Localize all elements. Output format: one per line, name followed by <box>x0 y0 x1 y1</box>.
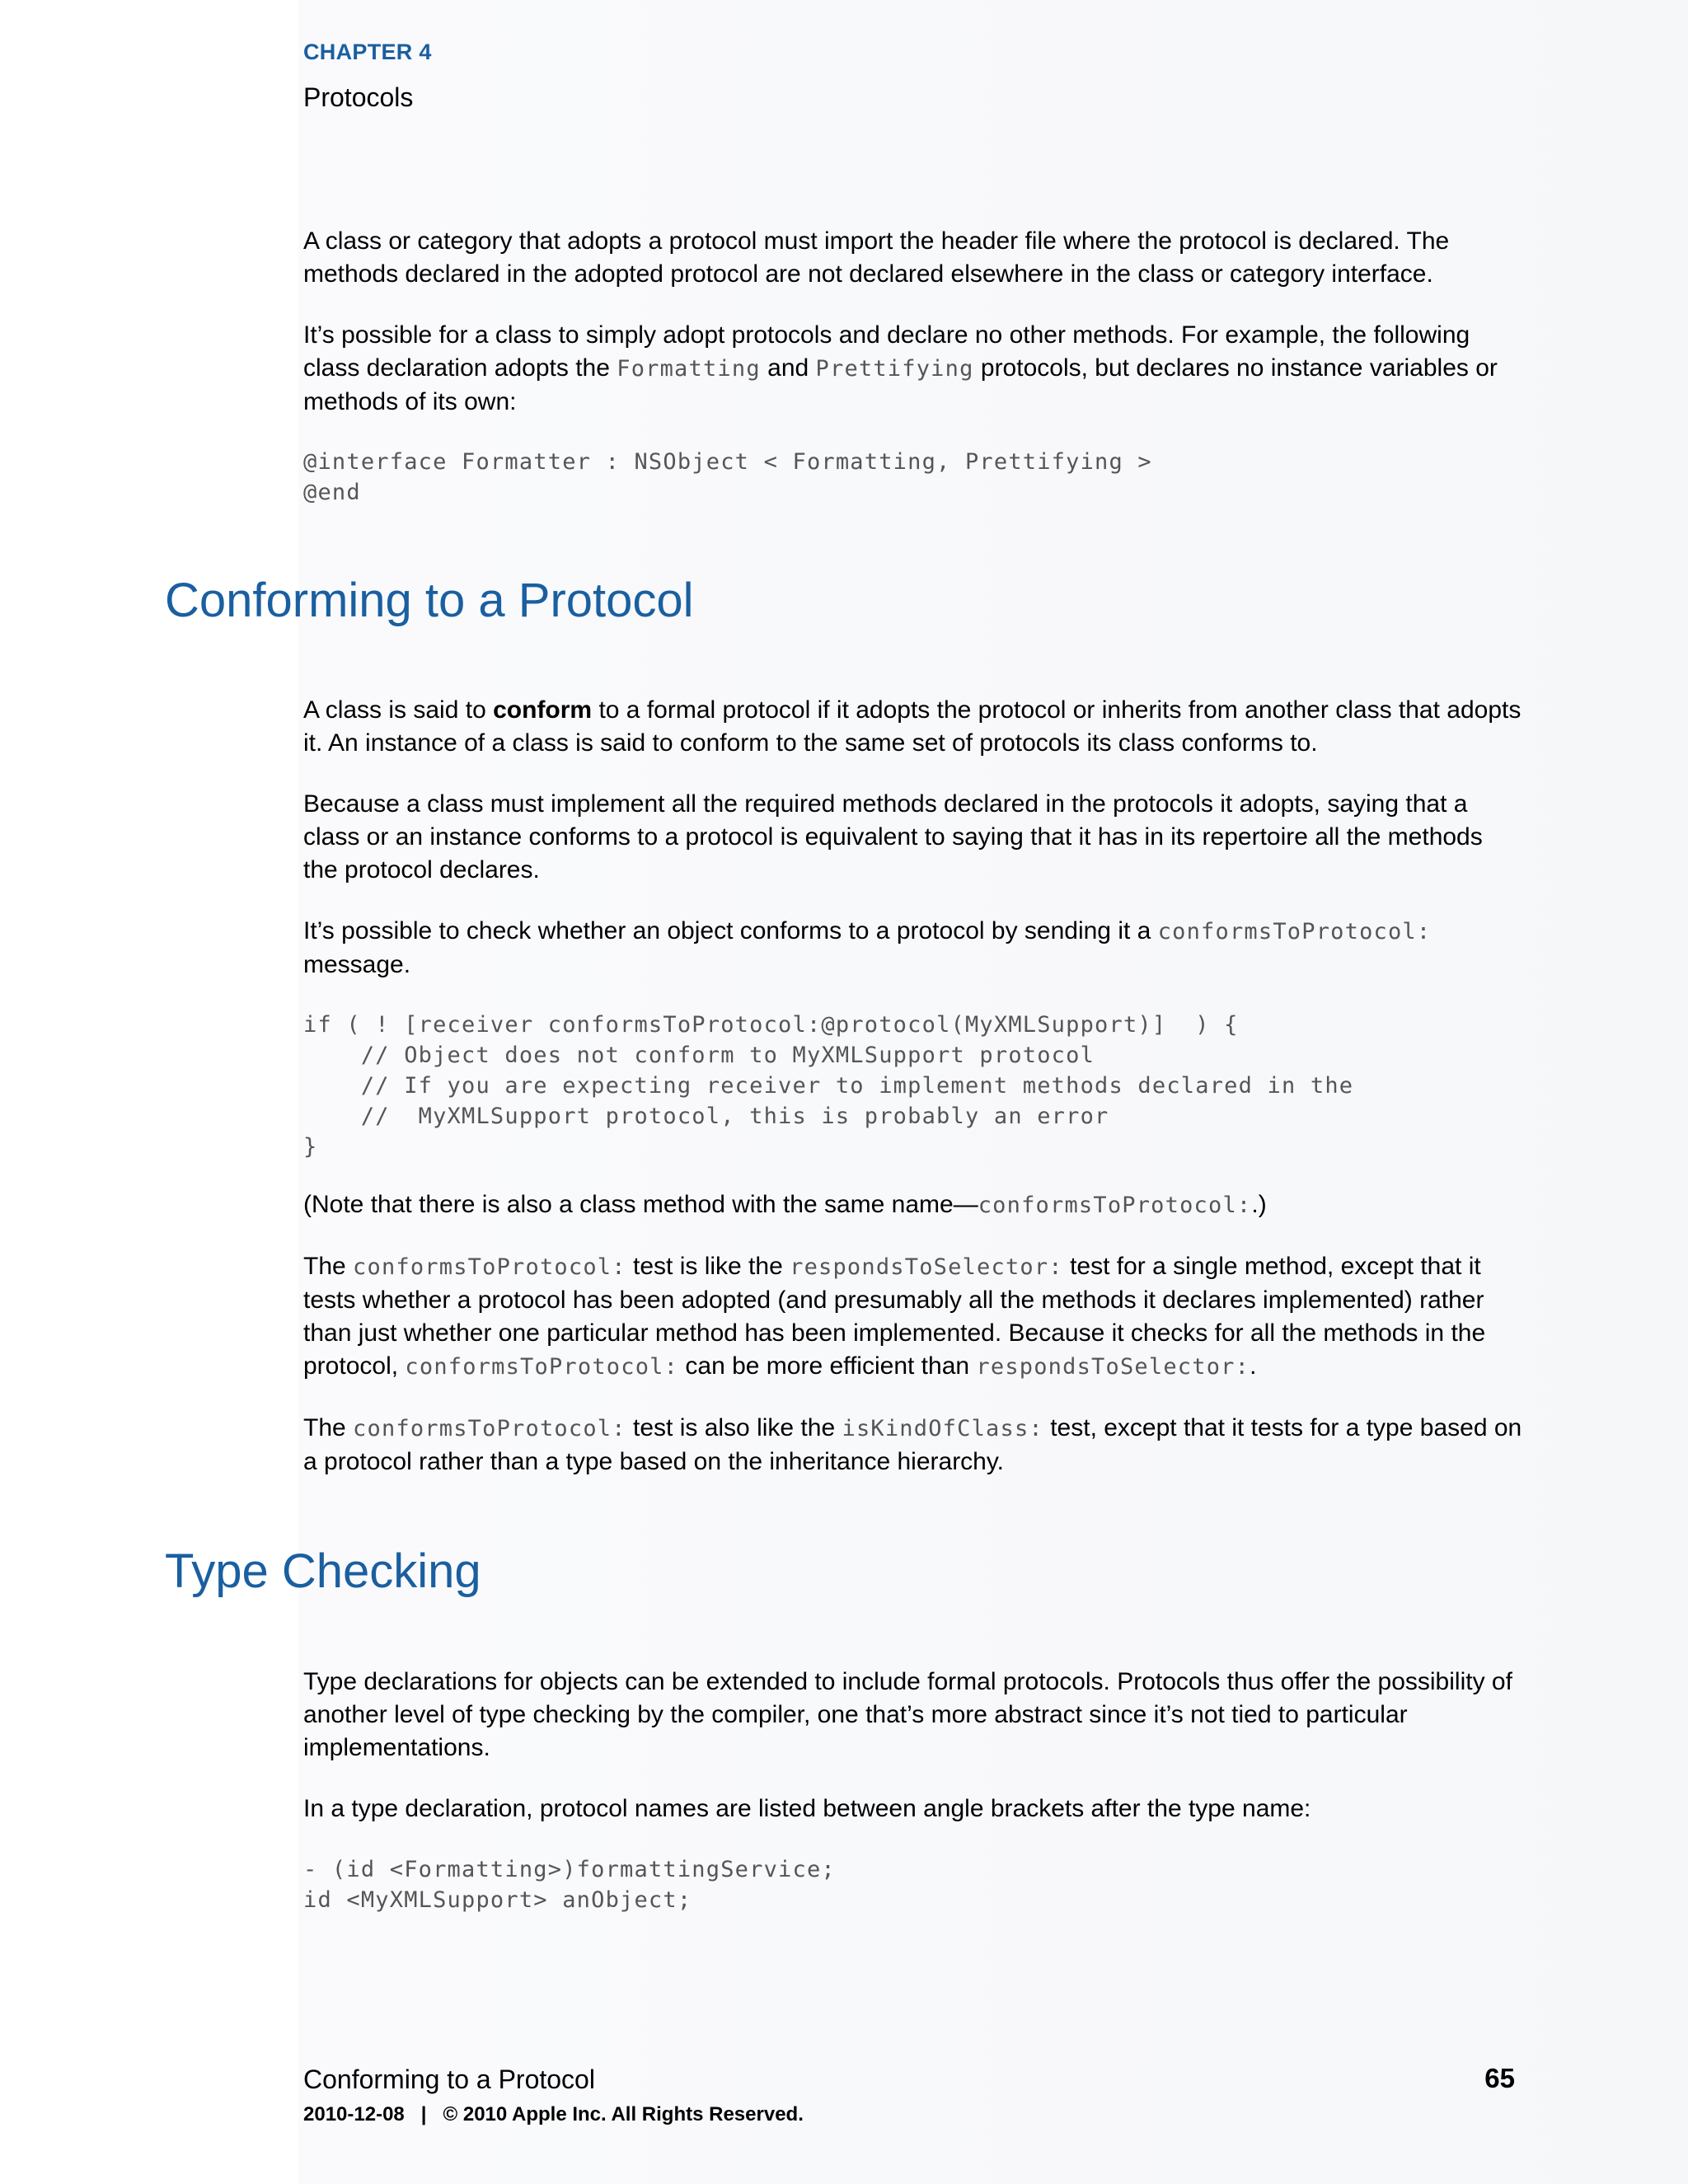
inline-code: isKindOfClass: <box>842 1416 1043 1441</box>
inline-code: Formatting <box>617 356 761 382</box>
footer-copyright: 2010-12-08 | © 2010 Apple Inc. All Rights Reserved. <box>303 2103 804 2125</box>
inline-code: conformsToProtocol: <box>1157 919 1432 944</box>
section-heading-type-checking: Type Checking <box>165 1544 481 1598</box>
conform-paragraph-1: A class is said to conform to a formal protocol if it adopts the protocol or inherits from another class that adopts it. An instance of a class is said to conform to the same set of protocols its class conforms to. <box>303 696 1522 757</box>
section-heading-conforming: Conforming to a Protocol <box>165 574 694 627</box>
inline-code: conformsToProtocol: <box>353 1254 626 1280</box>
footer-section-title: Conforming to a Protocol <box>303 2064 595 2094</box>
code-block-interface: @interface Formatter : NSObject < Formatting, Prettifying > @end <box>303 449 1152 505</box>
inline-code: conformsToProtocol: <box>978 1193 1252 1218</box>
conform-paragraph-3: It’s possible to check whether an object conforms to a protocol by sending it a conformsToProtocol: message. <box>303 917 1432 978</box>
bold-term: conform <box>493 696 593 724</box>
code-block-conforms-check: if ( ! [receiver conformsToProtocol:@protocol(MyXMLSupport)] ) { // Object does not conform to MyXMLSupport protocol // If you are expecting receiver to implement methods declared in the // MyXMLSupport protocol, this is probably an error } <box>303 1012 1354 1160</box>
conform-paragraph-6: The conformsToProtocol: test is also like the isKindOfClass: test, except that it tests for a type based on a protocol rather than a type based on the inheritance hierarchy. <box>303 1414 1522 1475</box>
inline-code: Prettifying <box>815 356 974 382</box>
conform-paragraph-note: (Note that there is also a class method with the same name—conformsToProtocol:.) <box>303 1191 1267 1218</box>
inline-code: conformsToProtocol: <box>405 1354 679 1380</box>
intro-paragraph-2: It’s possible for a class to simply adopt protocols and declare no other methods. For example, the following class declaration adopts the Formatting and Prettifying protocols, but declares no instance variables or methods of its own: <box>303 321 1498 415</box>
type-paragraph-1: Type declarations for objects can be extended to include formal protocols. Protocols thus offer the possibility of another level of type checking by the compiler, one that’s more abstract since it’s not tied to particular implementations. <box>303 1668 1512 1761</box>
chapter-label: CHAPTER 4 <box>303 40 432 64</box>
type-paragraph-2: In a type declaration, protocol names are listed between angle brackets after the type name: <box>303 1795 1311 1822</box>
chapter-title: Protocols <box>303 82 414 112</box>
code-block-type-decl: - (id <Formatting>)formattingService; id <MyXMLSupport> anObject; <box>303 1857 836 1913</box>
inline-code: respondsToSelector: <box>790 1254 1063 1280</box>
conform-paragraph-5: The conformsToProtocol: test is like the respondsToSelector: test for a single method, except that it tests whether a protocol has been adopted (and presumably all the methods it declares implemented) rather than just whether one particular method has been implemented. Because it checks for all the methods in the protocol, conformsToProtocol: can be more efficient than respondsToSelector:. <box>303 1253 1486 1380</box>
conform-paragraph-2: Because a class must implement all the required methods declared in the protocols it adopts, saying that a class or an instance conforms to a protocol is equivalent to saying that it has in its repertoire all the methods the protocol declares. <box>303 790 1483 883</box>
intro-paragraph-1: A class or category that adopts a protocol must import the header file where the protocol is declared. The methods declared in the adopted protocol are not declared elsewhere in the class or category interface. <box>303 227 1450 288</box>
page-number: 65 <box>1484 2063 1515 2093</box>
inline-code: conformsToProtocol: <box>353 1416 626 1441</box>
inline-code: respondsToSelector: <box>976 1354 1250 1380</box>
